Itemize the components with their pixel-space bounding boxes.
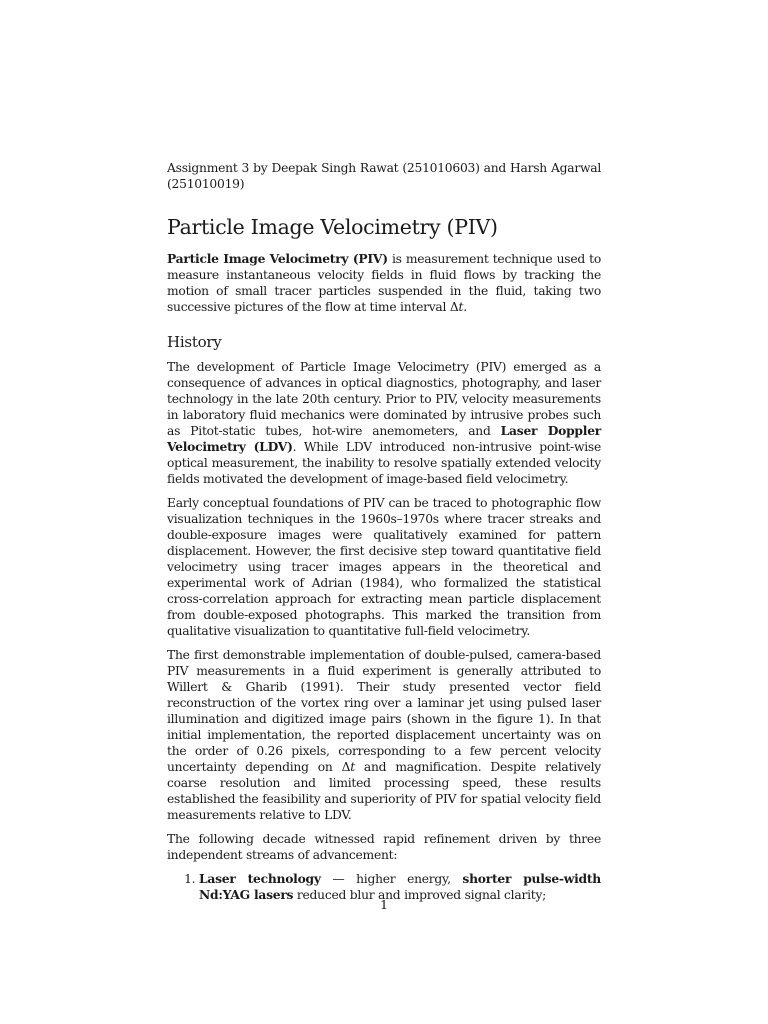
history-p1-text-end: . While LDV introduced non-intrusive point-wise optical measurement, the inability to resolve spatially extended velocity fields motivated the development of image-based field velocimetry. [167, 440, 601, 486]
list-item-term-2: shorter pulse-width Nd:YAG lasers [199, 871, 601, 902]
ldv-term: Laser Doppler Velocimetry (LDV) [167, 423, 601, 454]
intro-end: . [463, 300, 467, 314]
delta-symbol: Δ [449, 300, 459, 314]
history-paragraph-2: Early conceptual foundations of PIV can be traced to photographic flow visualization techniques in the 1960s–1970s where tracer streaks and double-exposure images were qualitatively examined for pattern displacement. However, the first decisive step toward quantitative field velocimetry using tracer images appears in the theoretical and experimental work of Adrian (1984), who formalized the statistical cross-correlation approach for extracting mean particle displacement from double-exposed photographs. This marked the transition from qualitative visualization to quantitative full-field velocimetry. [167, 496, 601, 638]
author-line: Assignment 3 by Deepak Singh Rawat (251010603) and Harsh Agarwal (251010019) [167, 161, 601, 191]
history-p3-text-end: and magnification. Despite relatively coarse resolution and limited processing speed, these results established the feasibility and superiority of PIV for spatial velocity field measurements relative to LDV. [167, 760, 601, 822]
history-p1-text: The development of Particle Image Velocimetry (PIV) emerged as a consequence of advances in optical diagnostics, photography, and laser technology in the late 20th century. Prior to PIV, velocity measurements in laboratory fluid mechanics were dominated by intrusive probes such as Pitot-static tubes, hot-wire anemometers, and [167, 360, 601, 438]
document-page [167, 160, 601, 903]
time-symbol: t [458, 300, 464, 314]
history-heading: History [167, 333, 222, 351]
delta-symbol: Δ [341, 760, 351, 774]
history-paragraph-1 [167, 359, 601, 487]
time-symbol: t [350, 760, 355, 774]
history-paragraph-3 [167, 647, 601, 823]
list-item-text: — higher energy, [320, 872, 463, 886]
document-title: Particle Image Velocimetry (PIV) [167, 215, 498, 239]
list-item-term: Laser technology [199, 871, 321, 886]
history-p3-text: The first demonstrable implementation of double-pulsed, camera-based PIV measurements in a fluid experiment is generally attributed to Willert & Gharib (1991). Their study presented vector field reconstruction of the vortex ring over a laminar jet using pulsed laser illumination and digitized image pairs (shown in the figure 1). In that initial implementation, the reported displacement uncertainty was on the order of 0.26 pixels, corresponding to a few percent velocity uncertainty depending on [167, 648, 601, 774]
intro-text: is measurement technique used to measure instantaneous velocity fields in fluid flows by tracking the motion of small tracer particles suspended in the fluid, taking two successive pictures of the flow at time interval [167, 252, 601, 314]
page-number: 1 [380, 898, 388, 912]
intro-term: Particle Image Velocimetry (PIV) [167, 251, 388, 266]
history-paragraph-4: The following decade witnessed rapid refinement driven by three independent streams of advancement: [167, 832, 601, 862]
list-item-text-end: reduced blur and improved signal clarity; [293, 888, 547, 902]
intro-paragraph [167, 251, 601, 315]
